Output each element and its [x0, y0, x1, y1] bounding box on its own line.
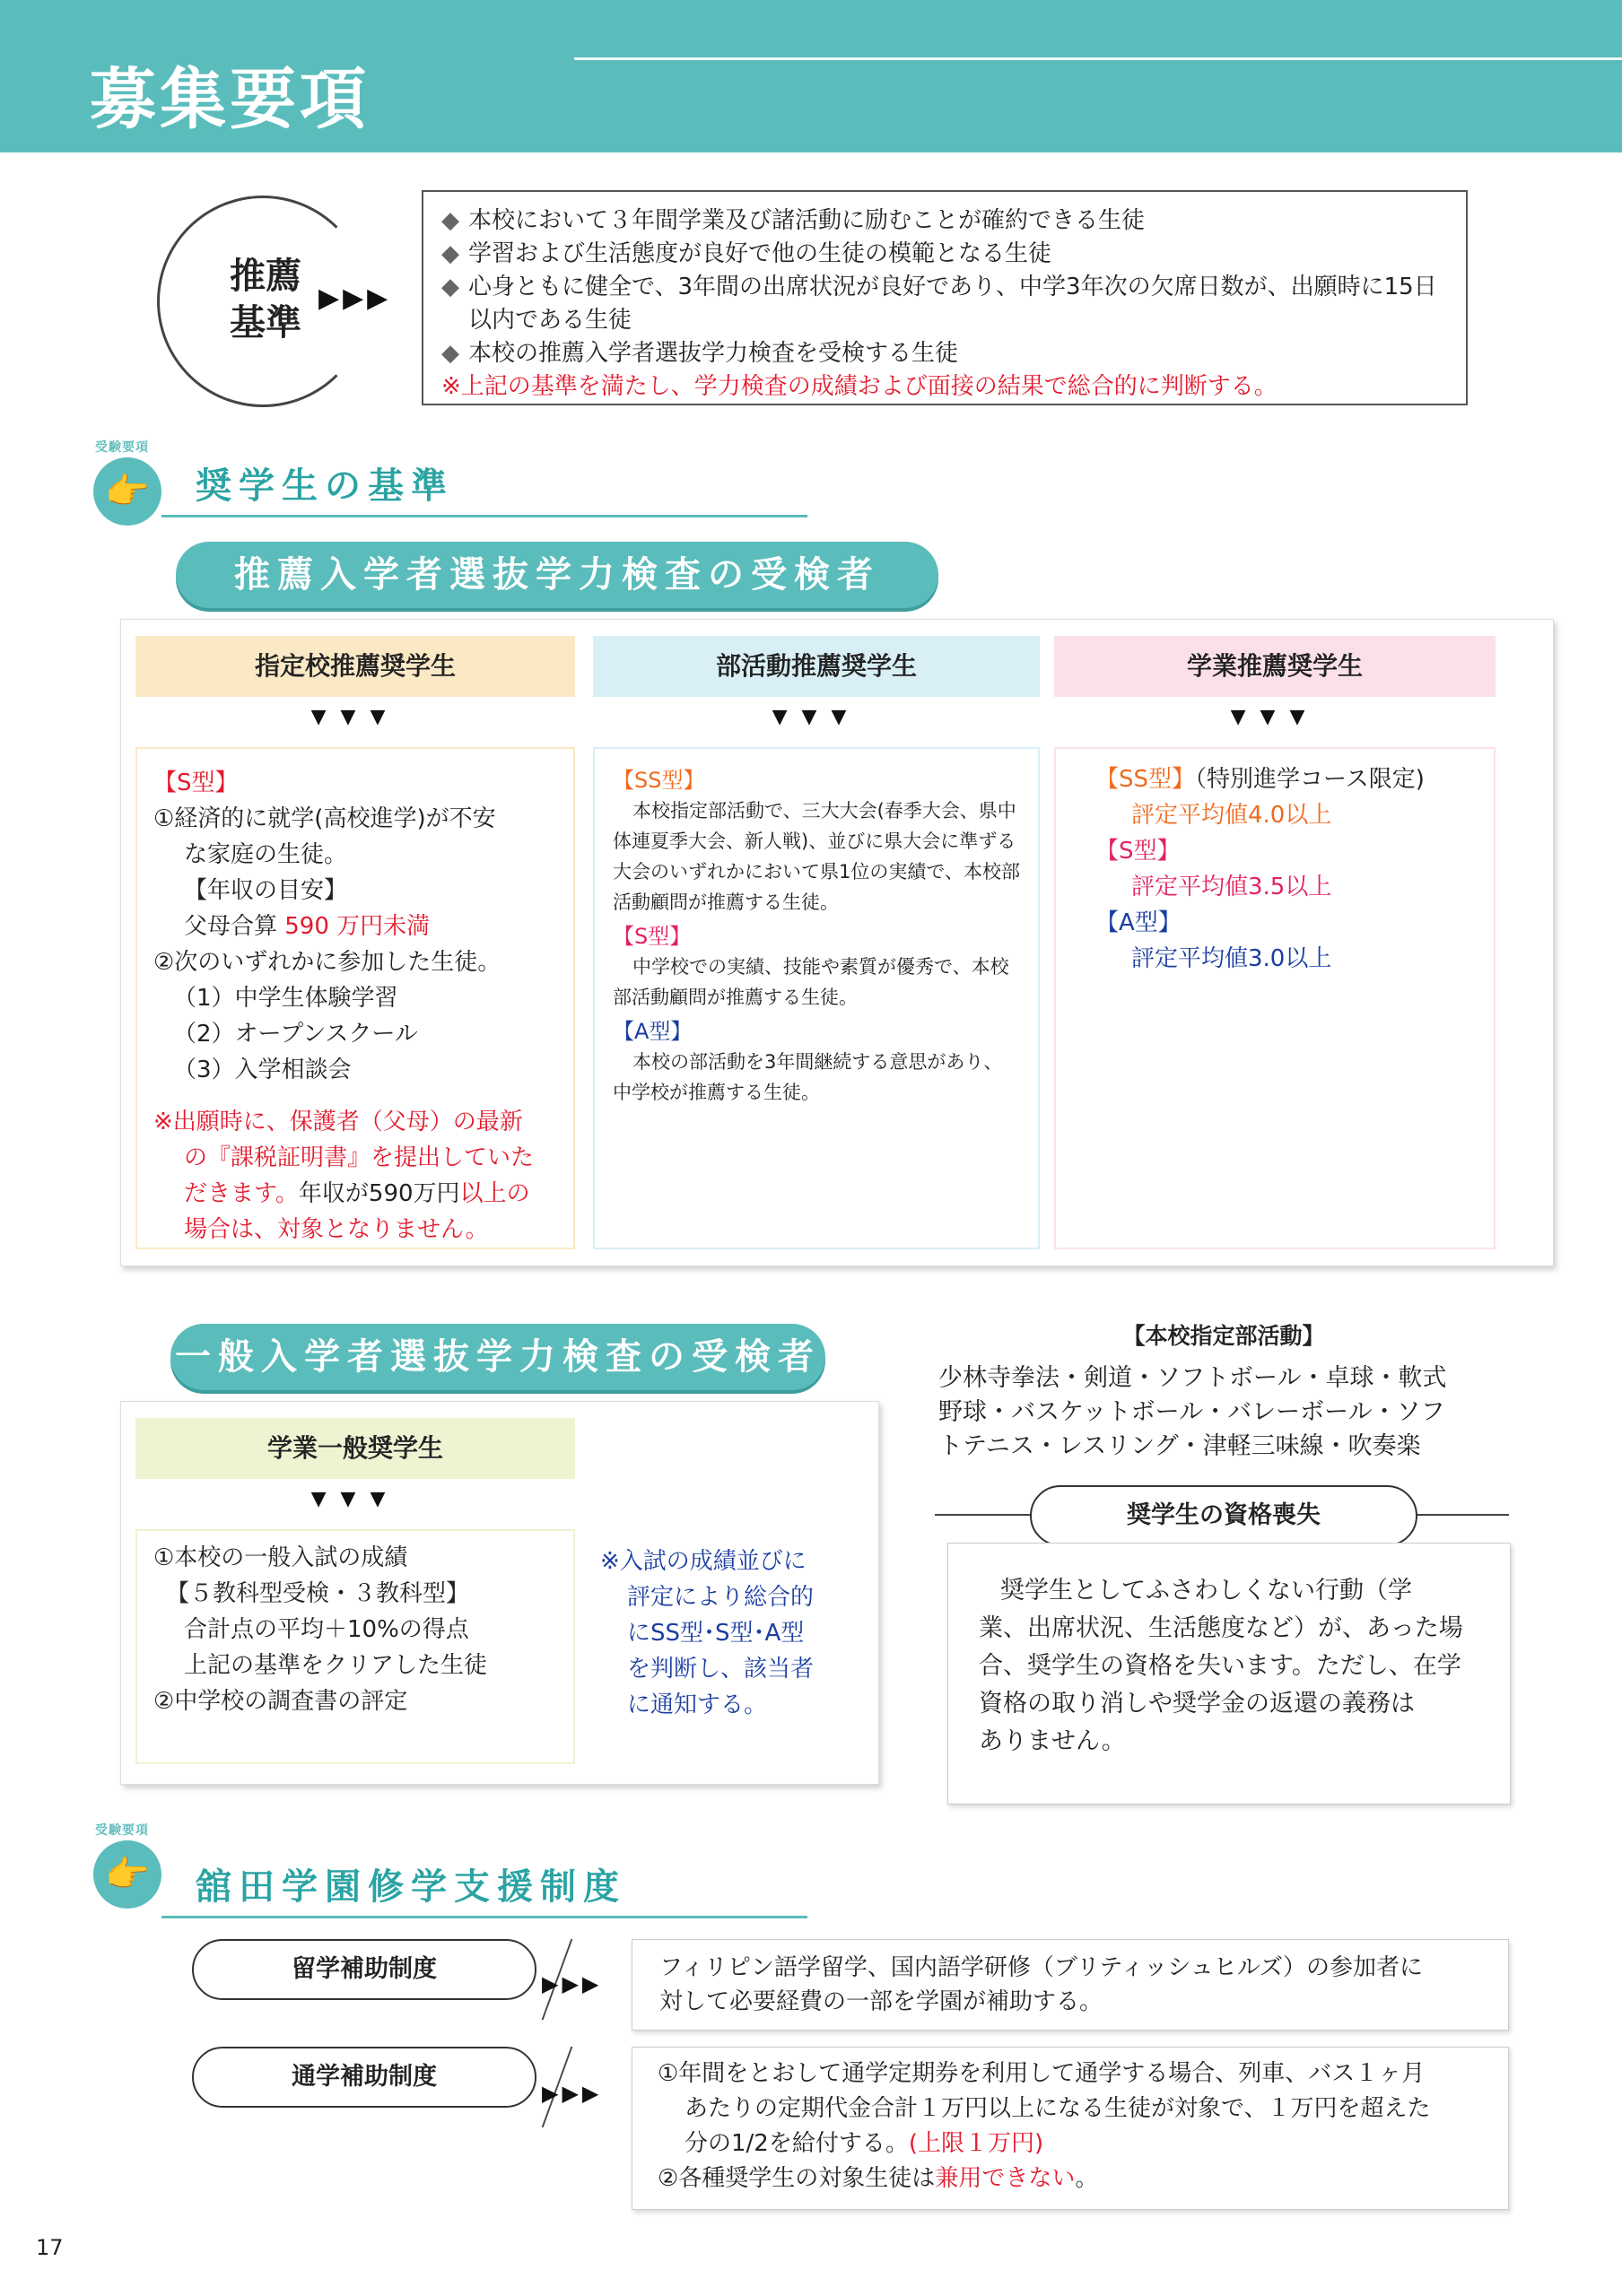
note-line: ※入試の成績並びに: [600, 1548, 807, 1575]
body-text: 本校指定部活動で、三大大会(春季大会、県中体連夏季大会、新人戦)、並びに県大会に準ずる大会のいずれかにおいて県1位の実績で、本校部活動顧問が推薦する生徒。: [613, 800, 1020, 913]
type-label: 【SS型】: [1095, 766, 1196, 793]
criteria-text: 心身ともに健全で、3年間の出席状況が良好であり、中学3年次の欠席日数が、出願時に15日以内である生徒: [468, 274, 1437, 334]
triangle-down-icon: ▼▼▼: [310, 1488, 400, 1510]
clubs-line: トテニス・レスリング・津軽三味線・吹奏楽: [938, 1432, 1421, 1460]
note-segment: だきます。: [184, 1180, 299, 1207]
loss-title-box: 奨学生の資格喪失: [1030, 1485, 1417, 1546]
commute-text: [658, 2057, 1501, 2196]
col-head-academic: 学業推薦奨学生: [1054, 636, 1496, 697]
criteria-item: [441, 204, 1448, 238]
body-line: 対して必要経費の一部を学園が補助する。: [659, 1988, 1103, 2015]
section-underline: [161, 515, 807, 517]
body-line: な家庭の生徒。: [184, 841, 348, 868]
recommend-label-line2: 基準: [230, 302, 301, 344]
type-label: 【SS型】: [613, 768, 705, 793]
clubs-list: [938, 1361, 1548, 1464]
note-line: を判断し、該当者: [627, 1656, 815, 1683]
body-line: ②中学校の調査書の評定: [153, 1688, 408, 1715]
type-label: 【S型】: [613, 924, 692, 949]
body-line: 上記の基準をクリアした生徒: [184, 1652, 488, 1679]
arrow-icon: ▶▶▶: [542, 1971, 603, 1996]
triangle-down-icon: ▼▼▼: [310, 706, 400, 728]
criteria-note: ※上記の基準を満たし、学力検査の成績および面接の結果で総合的に判断する。: [441, 373, 1278, 400]
criteria-text: 学習および生活態度が良好で他の生徒の模範となる生徒: [468, 240, 1052, 267]
col-head-designated-school: 指定校推薦奨学生: [135, 636, 575, 697]
triangle-down-icon: ▼▼▼: [1230, 706, 1320, 728]
type-label: 【A型】: [1095, 909, 1182, 936]
note-line: [153, 1176, 557, 1212]
income-label: 父母合算: [184, 913, 285, 940]
body-line: 【５教科型受検・３教科型】: [166, 1580, 470, 1607]
general-scholarship-panel: [120, 1401, 879, 1785]
section-title: 舘田学園修学支援制度: [196, 1866, 626, 1908]
body-text: 中学校での実績、技能や素質が優秀で、本校部活動顧問が推薦する生徒。: [613, 956, 1009, 1008]
recommend-scholarship-panel: [120, 619, 1554, 1266]
section-caption: 受験要項: [95, 440, 149, 455]
criteria-item: [441, 337, 1448, 370]
body-line: [658, 2126, 1501, 2161]
body-line: （3）入学相談会: [173, 1057, 352, 1083]
general-note: [600, 1544, 869, 1723]
body-line: あたりの定期代金合計１万円以上になる生徒が対象で、１万円を超えた: [685, 2095, 1431, 2122]
diamond-bullet-icon: ◆: [441, 274, 459, 300]
note-line: に通知する。: [627, 1692, 768, 1718]
rec-exam-pill: 推薦入学者選抜学力検査の受検者: [176, 542, 938, 608]
clubs-line: 少林寺拳法・剣道・ソフトボール・卓球・軟式: [938, 1364, 1447, 1392]
criteria-item: [441, 238, 1448, 271]
recommend-criteria-box: [422, 190, 1468, 405]
note-line: の『課税証明書』を提出していた: [184, 1144, 535, 1171]
triangle-down-icon: ▼▼▼: [772, 706, 861, 728]
study-abroad-label: 留学補助制度: [192, 1939, 536, 2000]
page-number: 17: [36, 2235, 64, 2260]
club-box: [593, 747, 1040, 1249]
commute-label: 通学補助制度: [192, 2047, 536, 2108]
diamond-bullet-icon: ◆: [441, 340, 459, 367]
criteria-item: [441, 271, 1448, 337]
income-line: [153, 909, 557, 944]
body-line: 業、出席状況、生活態度など）が、あった場: [979, 1614, 1463, 1642]
body-line: （2）オープンスクール: [173, 1021, 418, 1048]
body-line: 資格の取り消しや奨学金の返還の義務は: [979, 1690, 1415, 1718]
type-label: 【S型】: [153, 770, 239, 796]
col-head-general: 学業一般奨学生: [135, 1418, 575, 1479]
body-text: 本校の部活動を3年間継続する意思があり、中学校が推薦する生徒。: [613, 1051, 1003, 1103]
recommend-label-line1: 推薦: [230, 256, 301, 297]
type-note: （特別進学コース限定): [1195, 766, 1425, 793]
grade-value: 評定平均値3.5以上: [1131, 874, 1332, 900]
body-line: 【年収の目安】: [184, 877, 348, 904]
criteria-text: 本校において３年間学業及び諸活動に励むことが確約できる生徒: [468, 207, 1146, 234]
note-segment: 年収が590万円: [298, 1180, 460, 1207]
note-line: ※出願時に、保護者（父母）の最新: [153, 1109, 523, 1135]
ss-line: [1095, 761, 1454, 797]
pointing-hand-icon: 👉: [93, 1840, 161, 1909]
limit-note: (上限１万円): [908, 2130, 1044, 2157]
study-abroad-box: [632, 1939, 1509, 2031]
body-line: ②次のいずれかに参加した生徒。: [153, 949, 501, 976]
designated-school-box: [135, 747, 575, 1249]
body-line: 奨学生としてふさわしくない行動（学: [1000, 1577, 1412, 1605]
body-segment: 分の1/2を給付する。: [685, 2130, 909, 2157]
body-line: ①経済的に就学(高校進学)が不安: [153, 805, 496, 832]
general-box: [135, 1529, 575, 1764]
grade-value: 評定平均値4.0以上: [1131, 802, 1332, 829]
recommend-label: [212, 253, 319, 346]
type-label: 【S型】: [1095, 838, 1181, 865]
commute-box: [632, 2047, 1509, 2210]
body-line: [658, 2161, 1501, 2196]
section-title: 奨学生の基準: [196, 465, 454, 507]
body-segment: 。: [1075, 2165, 1099, 2192]
general-exam-pill: 一般入学者選抜学力検査の受検者: [170, 1324, 825, 1390]
section-underline: [161, 1916, 807, 1918]
arrow-icon: ▶▶▶: [542, 2081, 603, 2106]
body-line: ①年間をとおして通学定期券を利用して通学する場合、列車、バス１ヶ月: [658, 2060, 1426, 2087]
page-header: [0, 0, 1622, 152]
clubs-line: 野球・バスケットボール・バレーボール・ソフ: [938, 1398, 1445, 1426]
body-line: ありません。: [979, 1727, 1126, 1755]
pointing-hand-icon: 👉: [93, 457, 161, 526]
type-label: 【A型】: [613, 1019, 693, 1044]
diamond-bullet-icon: ◆: [441, 240, 459, 267]
warning-text: 兼用できない: [935, 2165, 1076, 2192]
note-line: 評定により総合的: [627, 1584, 815, 1611]
note-line: 場合は、対象となりません。: [184, 1216, 489, 1243]
note-line: にSS型･S型･A型: [627, 1620, 805, 1647]
income-value: 590 万円未満: [284, 913, 431, 940]
header-rule: [574, 57, 1622, 60]
academic-box: [1054, 747, 1496, 1249]
note-segment: 以上の: [459, 1180, 530, 1207]
body-line: 合計点の平均＋10%の得点: [184, 1616, 469, 1643]
body-line: ①本校の一般入試の成績: [153, 1544, 408, 1571]
clubs-title: 【本校指定部活動】: [1122, 1323, 1325, 1349]
loss-text: [979, 1572, 1499, 1761]
diamond-bullet-icon: ◆: [441, 207, 459, 234]
col-head-club: 部活動推薦奨学生: [593, 636, 1040, 697]
section-caption: 受験要項: [95, 1823, 149, 1838]
body-segment: ②各種奨学生の対象生徒は: [658, 2165, 936, 2192]
page-title: 募集要項: [90, 61, 370, 138]
body-line: フィリピン語学留学、国内語学研修（ブリティッシュヒルズ）の参加者に: [659, 1954, 1423, 1981]
criteria-text: 本校の推薦入学者選抜学力検査を受検する生徒: [468, 340, 959, 367]
study-abroad-text: [659, 1951, 1503, 2019]
loss-box: [947, 1543, 1511, 1805]
body-line: 合、奨学生の資格を失います。ただし、在学: [979, 1652, 1461, 1680]
body-line: （1）中学生体験学習: [173, 985, 398, 1012]
grade-value: 評定平均値3.0以上: [1131, 945, 1332, 972]
arrow-icon: ▶▶▶: [318, 283, 392, 314]
